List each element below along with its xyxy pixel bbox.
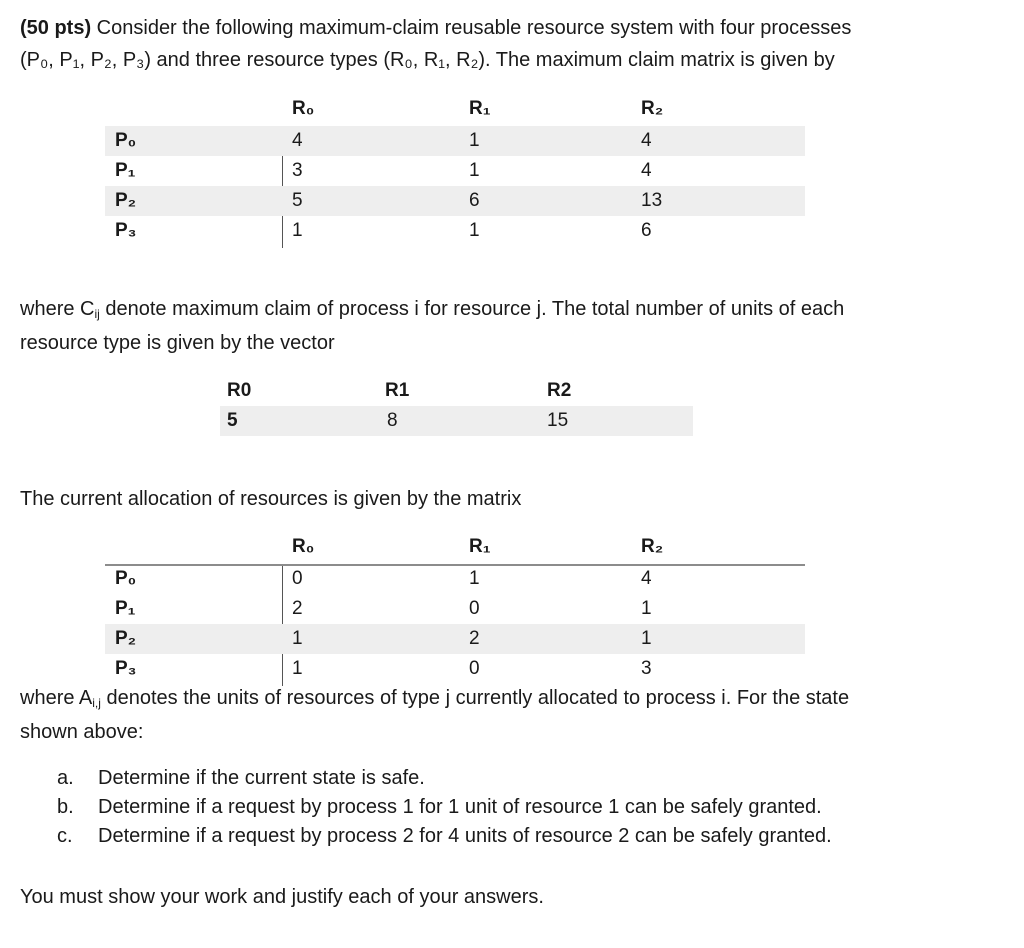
claim-header-r1: R₁ <box>469 98 491 119</box>
claim-header-r2: R₂ <box>641 98 664 119</box>
question-b <box>57 793 832 822</box>
claim-row-p1: P₁ 3 1 4 <box>115 160 652 181</box>
question-text: Determine if a request by process 2 for 4 units of resource 2 can be safely granted. <box>98 825 832 847</box>
claim-description: where Cij denote maximum claim of process i for resource j. The total number of units of each resource type is given by the vector <box>20 298 845 354</box>
claim-matrix-header <box>105 98 805 128</box>
question-list <box>57 764 832 851</box>
claim-header-r0: R₀ <box>292 98 315 119</box>
intro-paragraph <box>20 12 1010 76</box>
alloc-header-r1: R₁ <box>469 536 491 557</box>
allocation-intro: The current allocation of resources is given by the matrix <box>20 488 522 510</box>
vector-value-r0: 5 <box>227 410 238 431</box>
points-label: (50 pts) <box>20 17 92 39</box>
question-c <box>57 822 832 851</box>
closing-instruction: You must show your work and justify each of your answers. <box>20 886 544 908</box>
alloc-header-r2: R₂ <box>641 536 664 557</box>
vector-header-r0: R0 <box>227 380 252 401</box>
total-resource-vector <box>220 380 693 436</box>
alloc-row-p2: P₂ 1 2 1 <box>105 624 805 654</box>
vector-header-r2: R2 <box>547 380 572 401</box>
alloc-row-p1: P₁ 2 0 1 <box>115 598 652 619</box>
question-text: Determine if the current state is safe. <box>98 767 425 789</box>
intro-line-2: (P₀, P₁, P₂, P₃) and three resource types (R₀, R₁, R₂). The maximum claim matrix is given by <box>20 49 835 71</box>
vector-value-r1: 8 <box>387 410 398 431</box>
question-marker: a. <box>57 767 74 789</box>
question-marker: c. <box>57 825 73 847</box>
claim-row-p0: P₀ 4 1 4 <box>105 126 805 156</box>
claim-row-p3: P₃ 1 1 6 <box>115 220 652 241</box>
alloc-header-r0: R₀ <box>292 536 315 557</box>
claim-row-p2: P₂ 5 6 13 <box>105 186 805 216</box>
intro-line-1: Consider the following maximum-claim reusable resource system with four processes <box>91 17 852 39</box>
vector-value-r2: 15 <box>547 410 569 431</box>
allocation-description: where Ai,j denotes the units of resources of type j currently allocated to process i. For the state shown above: <box>20 687 850 743</box>
allocation-matrix <box>105 536 805 686</box>
alloc-row-p0: P₀ 0 1 4 <box>115 568 652 589</box>
vector-header-r1: R1 <box>385 380 410 401</box>
question-marker: b. <box>57 796 74 818</box>
alloc-row-p3: P₃ 1 0 3 <box>115 658 652 679</box>
alloc-matrix-header <box>105 536 805 566</box>
question-text: Determine if a request by process 1 for 1 unit of resource 1 can be safely granted. <box>98 796 822 818</box>
question-a <box>57 764 832 793</box>
max-claim-matrix <box>105 98 805 248</box>
vector-values-row <box>220 406 693 436</box>
